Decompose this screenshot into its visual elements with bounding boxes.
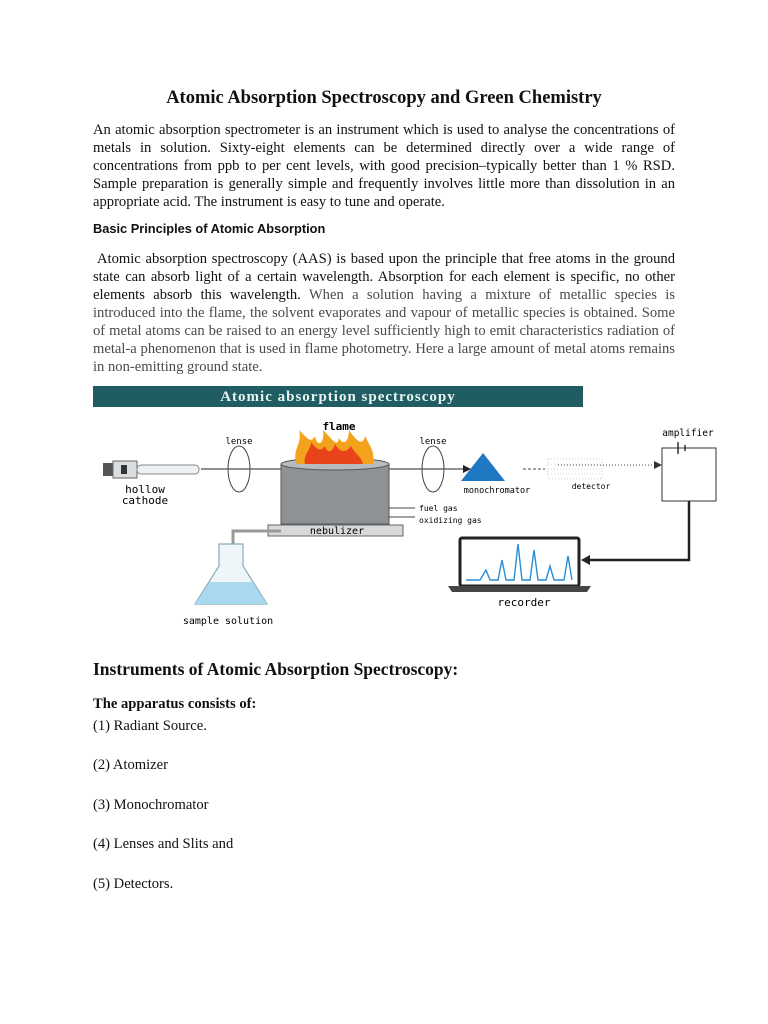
amplifier-icon	[662, 442, 716, 501]
monochromator-label: monochromator	[463, 486, 531, 496]
amplifier-to-recorder-line	[586, 501, 689, 560]
apparatus-item-1: (1) Radiant Source.	[93, 718, 207, 734]
fuel-gas-label: fuel gas	[419, 504, 458, 513]
hollow-label: hollow	[125, 483, 165, 496]
basic-principles-heading: Basic Principles of Atomic Absorption	[93, 221, 326, 236]
principle-paragraph	[93, 250, 675, 376]
recorder-arrow-icon	[581, 555, 590, 565]
nebulizer-label: nebulizer	[309, 526, 365, 537]
apparatus-label: The apparatus consists of:	[93, 696, 257, 712]
lense-right-label: lense	[419, 437, 447, 447]
lense-left-label: lense	[225, 437, 253, 447]
intro-paragraph: An atomic absorption spectrometer is an instrument which is used to analyse the concentrations of metals in solution. Sixty-eight elements can be determined directly over a wide range of concentrations from ppb to per cent levels, with good precision–typically better than 1 % RSD. Sample preparation is generally simple and frequently involves little more than dissolution in an appropriate acid. The instrument is easy to tune and operate.	[93, 122, 675, 210]
principle-text-dark: Atomic absorption spectroscopy (AAS) is based upon the principle that free atoms in the ground state can absorb light of a certain wavelength. Absorption for each element is specific, no other elements absorb this wavelength.	[93, 251, 675, 303]
hollow-cathode-lamp-icon	[103, 461, 199, 478]
document-title: Atomic Absorption Spectroscopy and Green Chemistry	[166, 88, 602, 108]
flame-label: flame	[322, 420, 356, 433]
sample-flask-icon	[195, 544, 267, 604]
burner-body	[281, 464, 389, 524]
recorder-laptop-icon	[448, 538, 591, 592]
principle-text-grey: When a solution having a mixture of metallic species is introduced into the flame, the solvent evaporates and vapour of metallic species is obtained. Some of metal atoms can be raised to an energy level sufficiently high to emit characteristics radiation of metal-a phenomenon that is used in flame photometry. Here a large amount of metal atoms remains in non-emitting ground state.	[93, 287, 675, 375]
recorder-label: recorder	[497, 596, 551, 609]
apparatus-item-5: (5) Detectors.	[93, 876, 174, 892]
instruments-heading: Instruments of Atomic Absorption Spectroscopy:	[93, 659, 459, 679]
diagram-banner-text: Atomic absorption spectroscopy	[220, 389, 456, 405]
amplifier-arrow-icon	[654, 461, 662, 469]
apparatus-item-4: (4) Lenses and Slits and	[93, 836, 234, 852]
apparatus-item-2: (2) Atomizer	[93, 757, 168, 773]
flame-icon	[295, 430, 373, 464]
detector-label: detector	[571, 482, 611, 491]
cathode-label: cathode	[121, 494, 169, 507]
amplifier-label: amplifier	[662, 428, 714, 439]
aas-diagram-right	[440, 420, 730, 620]
sample-solution-label: sample solution	[182, 616, 274, 627]
oxidizing-gas-label: oxidizing gas	[419, 516, 482, 525]
apparatus-item-3: (3) Monochromator	[93, 797, 209, 813]
